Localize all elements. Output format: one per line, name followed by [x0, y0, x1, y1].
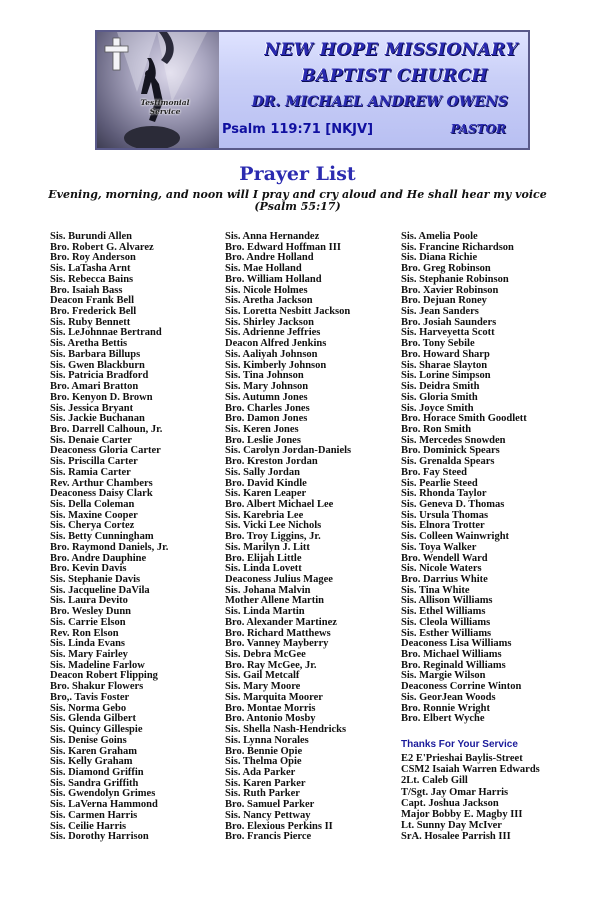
list-item: Sis. Linda Martin — [225, 606, 305, 618]
list-item: 2Lt. Caleb Gill — [401, 775, 468, 787]
list-item: Sis. Quincy Gillespie — [50, 724, 143, 736]
list-item: Bro. Leslie Jones — [225, 434, 301, 446]
list-item: Sis. Linda Lovett — [225, 563, 302, 575]
list-item: Sis. LaVerna Hammond — [50, 799, 158, 811]
list-item: Bro. Elexious Perkins II — [225, 820, 333, 832]
list-item: Bro. David Kindle — [225, 477, 307, 489]
list-item: Sis. Lorine Simpson — [401, 370, 491, 382]
list-item: Deaconess Lisa Williams — [401, 638, 512, 650]
list-item: Mother Allene Martin — [225, 595, 324, 607]
name-column-2 — [225, 232, 351, 843]
list-item: Sis. Sharae Slayton — [401, 359, 488, 371]
list-item: Bro. Michael Williams — [401, 649, 502, 661]
list-item: Sis. Mary Fairley — [50, 649, 128, 661]
list-item: Sis. Joyce Smith — [401, 402, 474, 414]
list-item: Sis. Rebecca Bains — [50, 273, 134, 285]
emblem-label: Testimonial Service — [140, 98, 190, 116]
list-item: Sis. Adrienne Jeffries — [225, 327, 321, 339]
list-item: Sis. Kelly Graham — [50, 756, 133, 768]
list-item: SrA. Hosalee Parrish III — [401, 831, 511, 843]
list-item: Bro. Isaiah Bass — [50, 284, 123, 296]
list-item: Bro. Horace Smith Goodlett — [401, 413, 527, 425]
name-column-3 — [401, 232, 527, 725]
list-item: Bro. Elijah Little — [225, 552, 302, 564]
list-item: Bro. Darrius White — [401, 574, 488, 585]
list-item: Sis. Shella Nash-Hendricks — [225, 724, 347, 736]
list-item: Sis. Johana Malvin — [225, 584, 311, 596]
list-item: Sis. Mae Holland — [225, 263, 302, 275]
page-title: Prayer List — [239, 163, 356, 185]
list-item: CSM2 Isaiah Warren Edwards — [401, 764, 540, 776]
list-item: Bro. Alexander Martinez — [225, 616, 337, 628]
list-item: Sis. Patricia Bradford — [50, 370, 149, 382]
list-item: Bro. Ron Smith — [401, 423, 472, 435]
list-item: Sis. Toya Walker — [401, 541, 477, 553]
list-item: Rev. Ron Elson — [50, 627, 119, 639]
list-item: Bro. Francis Pierce — [225, 831, 312, 843]
list-item: Bro. Vanney Mayberry — [225, 638, 329, 650]
list-item: Sis. Ruby Bennett — [50, 316, 131, 328]
list-item: Deacon Robert Flipping — [50, 670, 158, 682]
list-item: Bro. William Holland — [225, 273, 322, 285]
header-banner — [95, 30, 530, 150]
list-item: Bro. Raymond Daniels, Jr. — [50, 541, 169, 553]
list-item: Sis. Barbara Billups — [50, 348, 141, 360]
list-item: Sis. Pearlie Steed — [401, 477, 478, 489]
list-item: Sis. Mercedes Snowden — [401, 434, 506, 446]
list-item: Bro. Kreston Jordan — [225, 456, 318, 468]
list-item: Sis. Gloria Smith — [401, 391, 478, 403]
list-item: Sis. Jean Sanders — [401, 306, 479, 318]
scripture-reference: Psalm 119:71 [NKJV] — [222, 122, 374, 137]
list-item: Bro. Roy Anderson — [50, 252, 136, 264]
list-item: Sis. Gwen Blackburn — [50, 359, 145, 371]
list-item: Deacon Alfred Jenkins — [225, 338, 327, 350]
list-item: Deaconess Julius Magee — [225, 574, 333, 585]
list-item: Sis. Madeline Farlow — [50, 659, 145, 671]
list-item: Sis. Harveyetta Scott — [401, 327, 495, 339]
list-item: Sis. Karebria Lee — [225, 509, 304, 521]
list-item: Sis. Tina White — [401, 584, 470, 596]
list-item: Sis. Stephanie Robinson — [401, 273, 509, 285]
list-item: Sis. Dorothy Harrison — [50, 831, 149, 843]
list-item: Sis. Priscilla Carter — [50, 456, 138, 468]
list-item: Sis. LaTasha Arnt — [50, 263, 131, 275]
list-item: Sis. Grenalda Spears — [401, 456, 495, 468]
church-name-line-2: BAPTIST CHURCH — [301, 66, 488, 86]
list-item: Sis. LeJohnnae Bertrand — [50, 327, 162, 339]
list-item: Bro. Damon Jones — [225, 413, 308, 425]
list-item: Sis. Francine Richardson — [401, 241, 514, 253]
list-item: Sis. Mary Johnson — [225, 381, 309, 393]
verse-block — [20, 189, 575, 213]
pastor-title: PASTOR — [450, 122, 506, 136]
pastor-name: DR. MICHAEL ANDREW OWENS — [251, 94, 508, 110]
list-item: Sis. Ruth Parker — [225, 788, 300, 800]
list-item: Sis. Denaie Carter — [50, 434, 132, 446]
list-item: Sis. Cleola Williams — [401, 616, 491, 628]
list-item: Bro. Frederick Bell — [50, 306, 137, 318]
list-item: Bro. Montae Morris — [225, 702, 316, 714]
list-item: Sis. Aaliyah Johnson — [225, 348, 318, 360]
list-item: Sis. Diamond Griffin — [50, 766, 144, 778]
list-item: Sis. Elnora Trotter — [401, 520, 485, 532]
list-item: Bro. Andre Dauphine — [50, 552, 147, 564]
list-item: Deaconess Corrine Winton — [401, 681, 522, 693]
list-item: Sis. GeorJean Woods — [401, 691, 496, 703]
list-item: Sis. Sally Jordan — [225, 466, 300, 478]
list-item: Bro. Howard Sharp — [401, 348, 490, 360]
list-item: Capt. Joshua Jackson — [401, 797, 499, 809]
list-item: Sis. Carmen Harris — [50, 809, 138, 821]
list-item: Lt. Sunny Day McIver — [401, 820, 502, 832]
list-item: Sis. Shirley Jackson — [225, 316, 314, 328]
list-item: Sis. Linda Evans — [50, 638, 125, 650]
list-item: Bro. Kenyon D. Brown — [50, 391, 153, 403]
thanks-list — [401, 753, 540, 843]
list-item: Sis. Mary Moore — [225, 681, 301, 693]
list-item: Bro. Ronnie Wright — [401, 702, 490, 714]
list-item: Sis. Thelma Opie — [225, 756, 302, 768]
list-item: Sis. Jackie Buchanan — [50, 413, 145, 425]
list-item: Bro. Shakur Flowers — [50, 681, 144, 693]
list-item: Sis. Cherya Cortez — [50, 520, 135, 532]
list-item: Sis. Ceilie Harris — [50, 820, 127, 832]
list-item: Deaconess Daisy Clark — [50, 488, 153, 500]
list-item: Sis. Maxine Cooper — [50, 509, 138, 521]
list-item: Sis. Geneva D. Thomas — [401, 498, 505, 510]
list-item: Major Bobby E. Magby III — [401, 809, 523, 821]
list-item: Bro. Darrell Calhoun, Jr. — [50, 423, 163, 435]
banner-text — [222, 32, 528, 148]
praying-figure-emblem — [97, 32, 219, 148]
list-item: Sis. Aretha Jackson — [225, 295, 313, 307]
list-item: Bro. Dejuan Roney — [401, 295, 487, 307]
list-item: Sis. Keren Jones — [225, 423, 299, 435]
list-item: Sis. Norma Gebo — [50, 702, 127, 714]
list-item: Bro. Troy Liggins, Jr. — [225, 531, 321, 543]
list-item: Sis. Ada Parker — [225, 766, 296, 778]
list-item: Sis. Ursula Thomas — [401, 509, 489, 521]
list-item: Sis. Glenda Gilbert — [50, 713, 137, 725]
list-item: Bro. Wesley Dunn — [50, 606, 132, 618]
list-item: Bro. Samuel Parker — [225, 799, 315, 811]
list-item: Bro. Bennie Opie — [225, 745, 303, 757]
list-item: Bro. Elbert Wyche — [401, 713, 485, 725]
list-item: Bro. Robert G. Alvarez — [50, 241, 154, 253]
list-item: Bro. Amari Bratton — [50, 381, 139, 393]
list-item: Sis. Carolyn Jordan-Daniels — [225, 445, 352, 457]
list-item: T/Sgt. Jay Omar Harris — [401, 786, 509, 798]
list-item: Bro. Reginald Williams — [401, 659, 506, 671]
list-item: Bro. Antonio Mosby — [225, 713, 316, 725]
list-item: Sis. Sandra Griffith — [50, 777, 139, 789]
name-column-1 — [50, 232, 168, 843]
list-item: Sis. Burundi Allen — [50, 231, 132, 242]
thanks-heading: Thanks For Your Service — [401, 739, 518, 750]
list-item: Bro. Edward Hoffman III — [225, 241, 341, 253]
list-item: Sis. Lynna Norales — [225, 734, 309, 746]
list-item: Bro. Fay Steed — [401, 466, 468, 478]
list-item: Sis. Marilyn J. Litt — [225, 541, 310, 553]
list-item: Sis. Jacqueline DaVila — [50, 584, 150, 596]
list-item: Sis. Ramia Carter — [50, 466, 131, 478]
list-item: Bro. Charles Jones — [225, 402, 310, 414]
list-item: Sis. Tina Johnson — [225, 370, 304, 382]
list-item: Sis. Kimberly Johnson — [225, 359, 327, 371]
list-item: Bro. Kevin Davis — [50, 563, 127, 575]
list-item: Sis. Margie Wilson — [401, 670, 486, 682]
list-item: Sis. Karen Leaper — [225, 488, 307, 500]
list-item: Sis. Nancy Pettway — [225, 809, 311, 821]
list-item: E2 E'Prieshai Baylis-Street — [401, 753, 523, 764]
list-item: Sis. Esther Williams — [401, 627, 492, 639]
list-item: Sis. Nicole Holmes — [225, 284, 308, 296]
list-item: Sis. Laura Devito — [50, 595, 128, 607]
list-item: Bro. Andre Holland — [225, 252, 314, 264]
list-item: Rev. Arthur Chambers — [50, 477, 153, 489]
list-item: Sis. Rhonda Taylor — [401, 488, 487, 500]
list-item: Sis. Allison Williams — [401, 595, 493, 607]
list-item: Bro,. Tavis Foster — [50, 691, 130, 703]
list-item: Bro. Ray McGee, Jr. — [225, 659, 317, 671]
list-item: Sis. Karen Graham — [50, 745, 138, 757]
list-item: Sis. Diana Richie — [401, 252, 478, 264]
list-item: Sis. Ethel Williams — [401, 606, 486, 618]
list-item: Bro. Dominick Spears — [401, 445, 500, 457]
list-item: Sis. Denise Goins — [50, 734, 127, 746]
list-item: Sis. Carrie Elson — [50, 616, 126, 628]
list-item: Sis. Gwendolyn Grimes — [50, 788, 156, 800]
list-item: Sis. Karen Parker — [225, 777, 306, 789]
verse-reference: (Psalm 55:17) — [254, 200, 341, 213]
list-item: Bro. Xavier Robinson — [401, 284, 499, 296]
list-item: Sis. Aretha Bettis — [50, 338, 128, 350]
list-item: Sis. Della Coleman — [50, 498, 135, 510]
list-item: Sis. Marquita Moorer — [225, 691, 323, 703]
list-item: Sis. Gail Metcalf — [225, 670, 300, 682]
list-item: Bro. Richard Matthews — [225, 627, 331, 639]
list-item: Sis. Loretta Nesbitt Jackson — [225, 306, 351, 318]
verse-text: Evening, morning, and noon will I pray and cry aloud and He shall hear my voice — [48, 188, 547, 201]
list-item: Deacon Frank Bell — [50, 295, 134, 307]
list-item: Bro. Wendell Ward — [401, 552, 488, 564]
list-item: Sis. Anna Hernandez — [225, 231, 320, 242]
list-item: Sis. Stephanie Davis — [50, 574, 141, 585]
cross-silhouette-icon — [97, 32, 219, 148]
list-item: Sis. Autumn Jones — [225, 391, 308, 403]
list-item: Sis. Deidra Smith — [401, 381, 480, 393]
list-item: Bro. Josiah Saunders — [401, 316, 497, 328]
list-item: Bro. Albert Michael Lee — [225, 498, 334, 510]
list-item: Sis. Jessica Bryant — [50, 402, 134, 414]
list-item: Bro. Greg Robinson — [401, 263, 491, 275]
list-item: Sis. Debra McGee — [225, 649, 306, 661]
list-item: Sis. Vicki Lee Nichols — [225, 520, 322, 532]
list-item: Sis. Betty Cunningham — [50, 531, 154, 543]
church-name-line-1: NEW HOPE MISSIONARY — [264, 40, 518, 60]
list-item: Sis. Amelia Poole — [401, 231, 478, 242]
list-item: Bro. Tony Sebile — [401, 338, 475, 350]
list-item: Deaconess Gloria Carter — [50, 445, 161, 457]
list-item: Sis. Nicole Waters — [401, 563, 482, 575]
list-item: Sis. Colleen Wainwright — [401, 531, 510, 543]
